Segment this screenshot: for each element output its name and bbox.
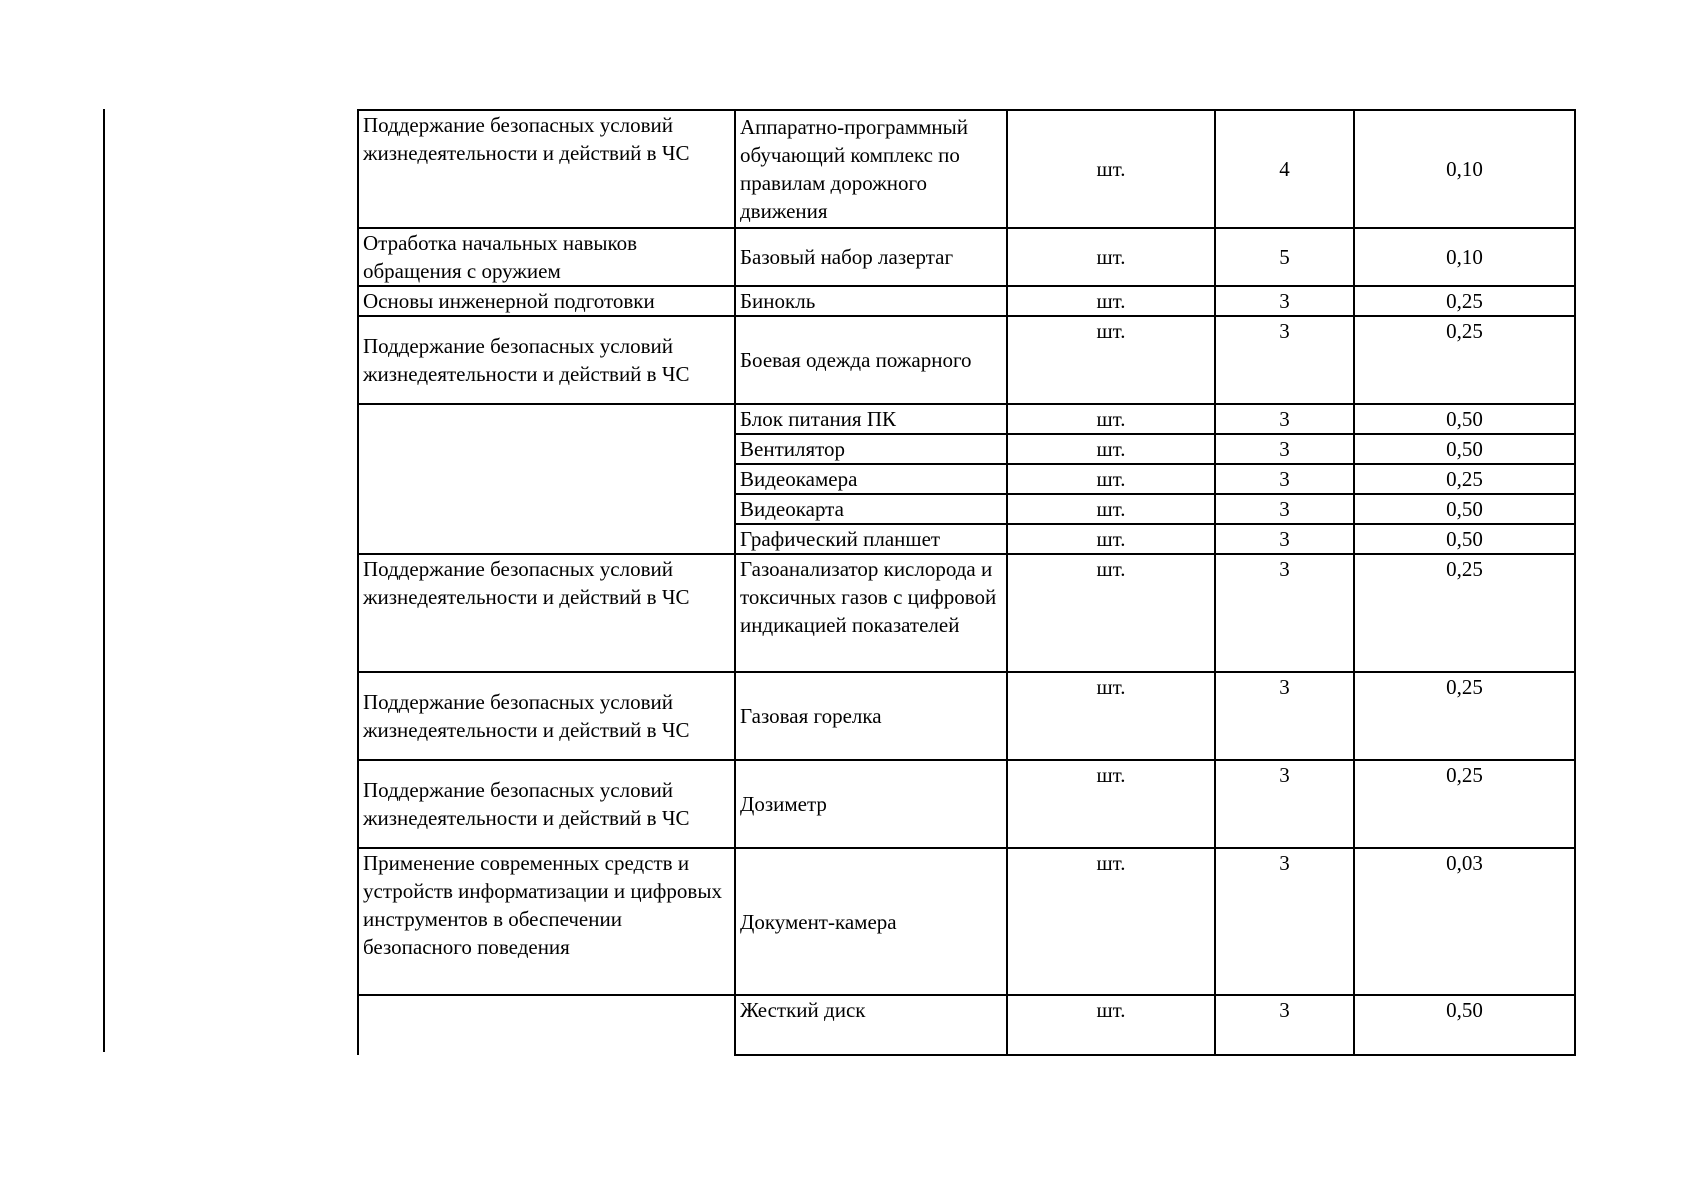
norm-cell: 0,25 [1354, 554, 1575, 672]
table-row [358, 286, 1575, 316]
section-cell: Применение современных средств и устройств информатизации и цифровых инструментов в обеспечении безопасного поведения [358, 848, 735, 995]
unit-cell: шт. [1007, 554, 1215, 672]
norm-cell: 0,50 [1354, 524, 1575, 554]
norm-cell: 0,50 [1354, 995, 1575, 1055]
quantity-cell: 3 [1215, 404, 1354, 434]
equipment-table-container [357, 109, 1576, 1056]
section-cell: Поддержание безопасных условий жизнедеятельности и действий в ЧС [358, 554, 735, 672]
section-cell [358, 995, 735, 1055]
quantity-cell: 4 [1215, 110, 1354, 228]
item-cell: Газоанализатор кислорода и токсичных газов с цифровой индикацией показателей [735, 554, 1007, 672]
table-row [358, 760, 1575, 848]
table-row [358, 316, 1575, 404]
section-cell: Отработка начальных навыков обращения с оружием [358, 228, 735, 286]
item-cell: Графический планшет [735, 524, 1007, 554]
item-cell: Дозиметр [735, 760, 1007, 848]
unit-cell: шт. [1007, 286, 1215, 316]
table-row [358, 848, 1575, 995]
quantity-cell: 3 [1215, 554, 1354, 672]
item-cell: Газовая горелка [735, 672, 1007, 760]
quantity-cell: 3 [1215, 760, 1354, 848]
unit-cell: шт. [1007, 434, 1215, 464]
quantity-cell: 3 [1215, 995, 1354, 1055]
section-cell: Поддержание безопасных условий жизнедеятельности и действий в ЧС [358, 316, 735, 404]
unit-cell: шт. [1007, 316, 1215, 404]
quantity-cell: 3 [1215, 316, 1354, 404]
item-cell: Жесткий диск [735, 995, 1007, 1055]
unit-cell: шт. [1007, 524, 1215, 554]
norm-cell: 0,25 [1354, 672, 1575, 760]
norm-cell: 0,50 [1354, 434, 1575, 464]
table-row [358, 554, 1575, 672]
norm-cell: 0,10 [1354, 110, 1575, 228]
item-cell: Блок питания ПК [735, 404, 1007, 434]
norm-cell: 0,25 [1354, 316, 1575, 404]
page-margin-rule [103, 109, 105, 1052]
norm-cell: 0,25 [1354, 286, 1575, 316]
quantity-cell: 3 [1215, 434, 1354, 464]
unit-cell: шт. [1007, 228, 1215, 286]
table-row [358, 995, 1575, 1055]
table-row [358, 228, 1575, 286]
equipment-table [357, 109, 1576, 1056]
item-cell: Вентилятор [735, 434, 1007, 464]
unit-cell: шт. [1007, 464, 1215, 494]
table-row [358, 110, 1575, 228]
quantity-cell: 3 [1215, 848, 1354, 995]
unit-cell: шт. [1007, 848, 1215, 995]
item-cell: Документ-камера [735, 848, 1007, 995]
norm-cell: 0,25 [1354, 760, 1575, 848]
unit-cell: шт. [1007, 672, 1215, 760]
unit-cell: шт. [1007, 760, 1215, 848]
norm-cell: 0,03 [1354, 848, 1575, 995]
quantity-cell: 3 [1215, 672, 1354, 760]
item-cell: Видеокарта [735, 494, 1007, 524]
unit-cell: шт. [1007, 995, 1215, 1055]
item-cell: Видеокамера [735, 464, 1007, 494]
norm-cell: 0,25 [1354, 464, 1575, 494]
norm-cell: 0,50 [1354, 494, 1575, 524]
quantity-cell: 5 [1215, 228, 1354, 286]
table-row [358, 672, 1575, 760]
norm-cell: 0,10 [1354, 228, 1575, 286]
quantity-cell: 3 [1215, 524, 1354, 554]
section-cell [358, 404, 735, 554]
norm-cell: 0,50 [1354, 404, 1575, 434]
section-cell: Поддержание безопасных условий жизнедеятельности и действий в ЧС [358, 760, 735, 848]
quantity-cell: 3 [1215, 494, 1354, 524]
unit-cell: шт. [1007, 110, 1215, 228]
item-cell: Базовый набор лазертаг [735, 228, 1007, 286]
item-cell: Аппаратно-программный обучающий комплекс по правилам дорожного движения [735, 110, 1007, 228]
section-cell: Поддержание безопасных условий жизнедеятельности и действий в ЧС [358, 110, 735, 228]
item-cell: Бинокль [735, 286, 1007, 316]
quantity-cell: 3 [1215, 286, 1354, 316]
unit-cell: шт. [1007, 494, 1215, 524]
section-cell: Основы инженерной подготовки [358, 286, 735, 316]
item-cell: Боевая одежда пожарного [735, 316, 1007, 404]
table-row [358, 404, 1575, 434]
quantity-cell: 3 [1215, 464, 1354, 494]
section-cell: Поддержание безопасных условий жизнедеятельности и действий в ЧС [358, 672, 735, 760]
unit-cell: шт. [1007, 404, 1215, 434]
